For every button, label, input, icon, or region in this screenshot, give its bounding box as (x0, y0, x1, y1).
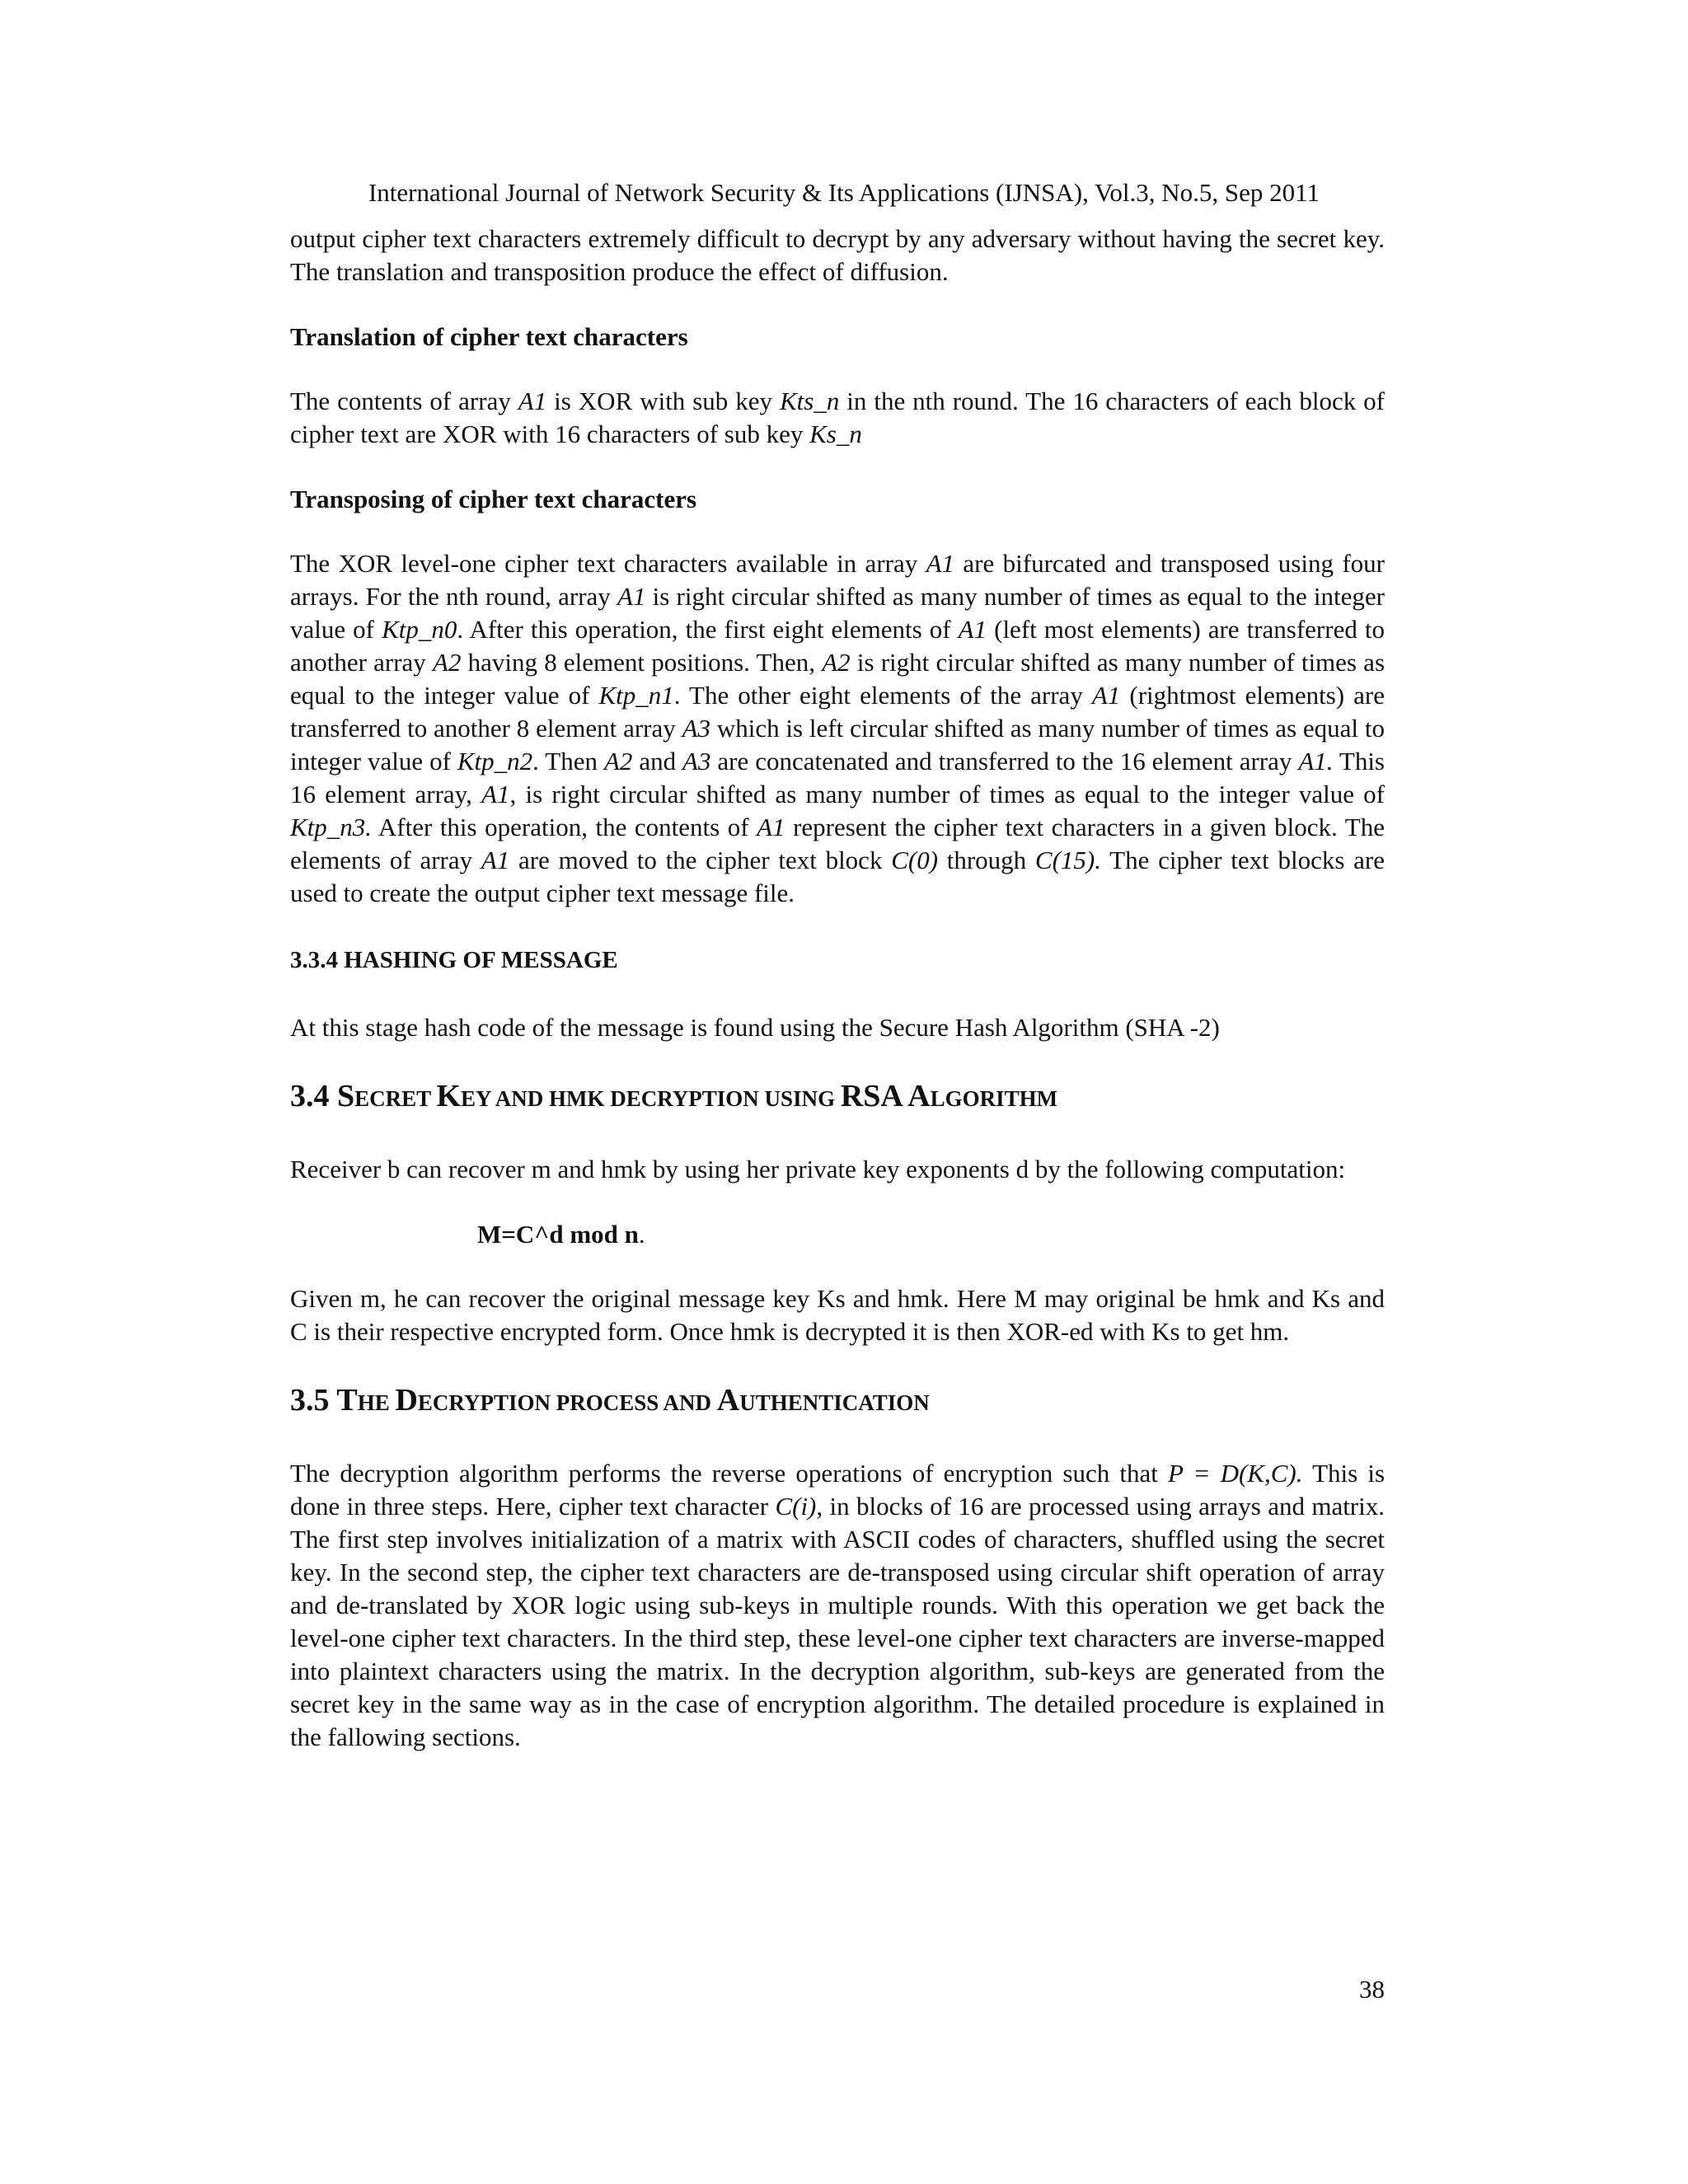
translation-heading: Translation of cipher text characters (290, 322, 688, 351)
hashing-paragraph: At this stage hash code of the message is found using the Secure Hash Algorithm (SHA -2) (290, 1013, 1220, 1042)
decryption-paragraph: The decryption algorithm performs the reverse operations of encryption such that P = D(K,C). This is done in three steps. Here, cipher text character C(i), in blocks of 16 are processed using arrays and matrix. The first step involves initialization of a matrix with ASCII codes of characters, shuffled using the secret key. In the second step, the cipher text characters are de-transposed using circular shift operation of array and de-translated by XOR logic using sub-keys in multiple rounds. With this operation we get back the level-one cipher text characters. In the third step, these level-one cipher text characters are inverse-mapped into plaintext characters using the matrix. In the decryption algorithm, sub-keys are generated from the secret key in the same way as in the case of encryption algorithm. The detailed procedure is explained in the fallowing sections. (290, 1459, 1386, 1751)
italic-term: Kts_n (779, 387, 840, 415)
rsa-section-heading: 3.4 SECRET KEY AND HMK DECRYPTION USING RSA ALGORITHM (290, 1079, 1058, 1113)
rsa-paragraph-1: Receiver b can recover m and hmk by using her private key exponents d by the following computation: (290, 1155, 1346, 1183)
italic-term: A1 (518, 387, 547, 415)
rsa-formula: M=C^d mod n. (477, 1220, 645, 1249)
intro-paragraph: output cipher text characters extremely difficult to decrypt by any adversary without having the secret key. The translation and transposition produce the effect of diffusion. (290, 224, 1385, 286)
italic-term: Ks_n (809, 419, 862, 448)
hashing-heading: 3.3.4 HASHING OF MESSAGE (290, 947, 618, 973)
running-header: International Journal of Network Security & Its Applications (IJNSA), Vol.3, No.5, Sep 2011 (368, 178, 1320, 207)
transposing-heading: Transposing of cipher text characters (290, 485, 697, 513)
page-number: 38 (1359, 1975, 1385, 2004)
transposing-paragraph: The XOR level-one cipher text characters available in array A1 are bifurcated and transposed using four arrays. For the nth round, array A1 is right circular shifted as many number of times as equal to the integer value of Ktp_n0. After this operation, the first eight elements of A1 (left most elements) are transferred to another array A2 having 8 element positions. Then, A2 is right circular shifted as many number of times as equal to the integer value of Ktp_n1. The other eight elements of the array A1 (rightmost elements) are transferred to another 8 element array A3 which is left circular shifted as many number of times as equal to integer value of Ktp_n2. Then A2 and A3 are concatenated and transferred to the 16 element array A1. This 16 element array, A1, is right circular shifted as many number of times as equal to the integer value of Ktp_n3. After this operation, the contents of A1 represent the cipher text characters in a given block. The elements of array A1 are moved to the cipher text block C(0) through C(15). The cipher text blocks are used to create the output cipher text message file. (290, 549, 1386, 907)
translation-paragraph: The contents of array A1 is XOR with sub key Kts_n in the nth round. The 16 characters of each block of cipher text are XOR with 16 characters of sub key Ks_n (290, 387, 1385, 448)
main-content (290, 223, 1385, 1754)
decryption-section-heading: 3.5 THE DECRYPTION PROCESS AND AUTHENTICATION (290, 1383, 930, 1418)
rsa-paragraph-2: Given m, he can recover the original message key Ks and hmk. Here M may original be hmk and Ks and C is their respective encrypted form. Once hmk is decrypted it is then XOR-ed with Ks to get hm. (290, 1284, 1385, 1346)
